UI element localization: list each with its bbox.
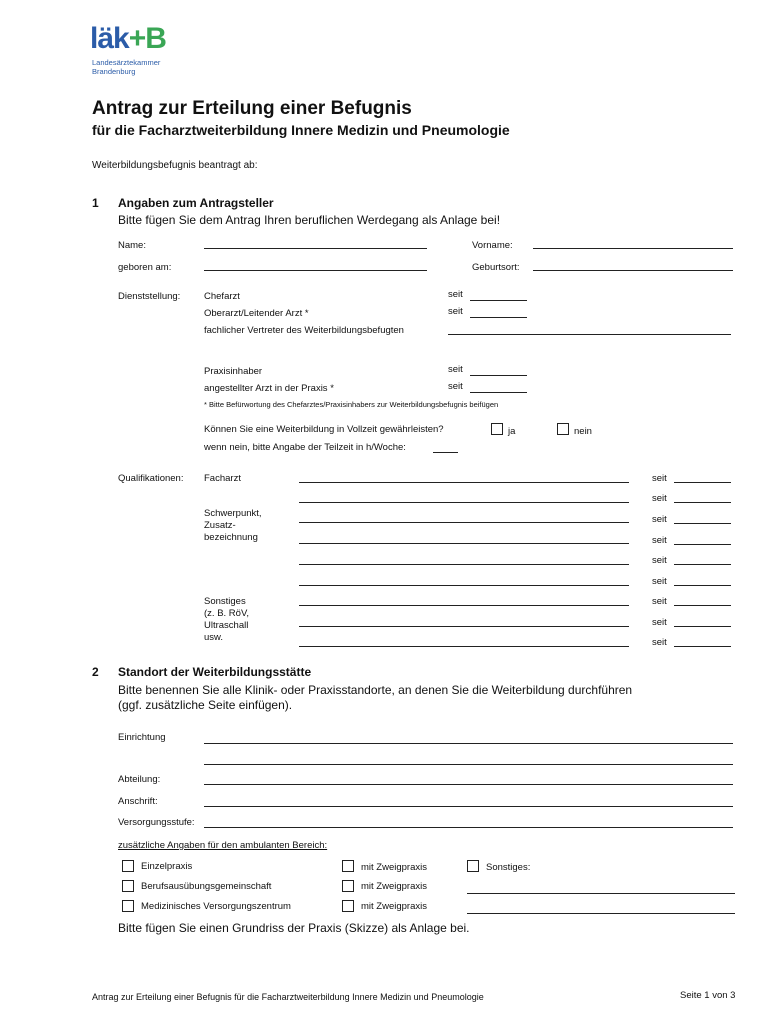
geboren-field[interactable]: [204, 270, 427, 271]
footnote: * Bitte Befürwortung des Chefarztes/Praxisinhabers zur Weiterbildungsbefugnis beifügen: [204, 400, 499, 409]
seit-label: seit: [652, 514, 667, 525]
schwerpunkt-label-3: bezeichnung: [204, 532, 258, 543]
sonstiges-ambulant-label: Sonstiges:: [486, 862, 531, 873]
section1-number: 1: [92, 196, 99, 210]
einrichtung-field[interactable]: [204, 743, 733, 744]
vollzeit-question: Können Sie eine Weiterbildung in Vollzeit gewährleisten?: [204, 424, 444, 435]
seit-label: seit: [652, 617, 667, 628]
grundriss-note: Bitte fügen Sie einen Grundriss der Praxis (Skizze) als Anlage bei.: [118, 921, 470, 935]
name-field[interactable]: [204, 248, 427, 249]
sonstiges-label-3: Ultraschall: [204, 620, 249, 631]
ja-label: ja: [508, 426, 516, 437]
facharzt-label: Facharzt: [204, 473, 241, 484]
seit-label: seit: [448, 381, 463, 392]
section2-heading: Standort der Weiterbildungsstätte: [118, 665, 312, 679]
teilzeit-field[interactable]: [433, 452, 458, 453]
zweigpraxis-checkbox-1[interactable]: [342, 860, 354, 872]
qualifikation-seit-field[interactable]: [674, 605, 731, 606]
anschrift-field[interactable]: [204, 806, 733, 807]
anschrift-label: Anschrift:: [118, 796, 158, 807]
zweigpraxis-checkbox-2[interactable]: [342, 880, 354, 892]
angestellter-label: angestellter Arzt in der Praxis *: [204, 383, 334, 394]
logo-wordmark: läk: [90, 22, 129, 55]
page-subtitle: für die Facharztweiterbildung Innere Medizin und Pneumologie: [92, 122, 510, 138]
sonstiges-label-4: usw.: [204, 632, 224, 643]
logo: [90, 22, 166, 56]
nein-checkbox[interactable]: [557, 423, 569, 435]
berufsaus-label: Berufsausübungsgemeinschaft: [141, 881, 272, 892]
logo-subtitle-1: Landesärztekammer: [92, 58, 161, 67]
schwerpunkt-label-1: Schwerpunkt,: [204, 508, 262, 519]
geburtsort-label: Geburtsort:: [472, 262, 520, 273]
qualifikation-field[interactable]: [299, 626, 629, 627]
logo-wordmark-b: B: [145, 22, 166, 55]
seit-label: seit: [652, 473, 667, 484]
page-title: Antrag zur Erteilung einer Befugnis: [92, 98, 412, 119]
seit-label: seit: [652, 637, 667, 648]
qualifikation-field[interactable]: [299, 646, 629, 647]
section2-instruction-1: Bitte benennen Sie alle Klinik- oder Praxisstandorte, an denen Sie die Weiterbildung durchführen: [118, 683, 633, 697]
versorgungsstufe-label: Versorgungsstufe:: [118, 817, 195, 828]
page-number: Seite 1 von 3: [680, 990, 736, 1001]
seit-label: seit: [448, 364, 463, 375]
oberarzt-label: Oberarzt/Leitender Arzt *: [204, 308, 309, 319]
seit-label: seit: [652, 535, 667, 546]
qualifikation-field[interactable]: [299, 564, 629, 565]
sonstiges-label-1: Sonstiges: [204, 596, 246, 607]
qualifikation-field[interactable]: [299, 585, 629, 586]
qualifikation-field[interactable]: [299, 522, 629, 523]
qualifikation-field[interactable]: [299, 482, 629, 483]
qualifikation-field[interactable]: [299, 605, 629, 606]
logo-subtitle-2: Brandenburg: [92, 67, 136, 76]
vorname-label: Vorname:: [472, 240, 513, 251]
einzelpraxis-label: Einzelpraxis: [141, 861, 193, 872]
chefarzt-label: Chefarzt: [204, 291, 240, 302]
section2-instruction-2: (ggf. zusätzliche Seite einfügen).: [118, 698, 293, 712]
mvz-label: Medizinisches Versorgungszentrum: [141, 901, 291, 912]
logo-plus-icon: +: [128, 22, 146, 55]
qualifikation-seit-field[interactable]: [674, 523, 731, 524]
footer-title: Antrag zur Erteilung einer Befugnis für die Facharztweiterbildung Innere Medizin und Pneumologie: [92, 992, 484, 1002]
ambulant-heading: zusätzliche Angaben für den ambulanten Bereich:: [118, 840, 328, 851]
sonstiges-checkbox[interactable]: [467, 860, 479, 872]
sonstiges-field-2[interactable]: [467, 913, 735, 914]
section2-number: 2: [92, 665, 99, 679]
berufsaus-checkbox[interactable]: [122, 880, 134, 892]
nein-label: nein: [574, 426, 592, 437]
ja-checkbox[interactable]: [491, 423, 503, 435]
vertreter-field[interactable]: [448, 334, 731, 335]
seit-label: seit: [652, 596, 667, 607]
geburtsort-field[interactable]: [533, 270, 733, 271]
abteilung-field[interactable]: [204, 784, 733, 785]
zweigpraxis-label-1: mit Zweigpraxis: [361, 862, 427, 873]
qualifikation-seit-field[interactable]: [674, 585, 731, 586]
einrichtung-field-2[interactable]: [204, 764, 733, 765]
dienststellung-label: Dienststellung:: [118, 291, 181, 302]
versorgungsstufe-field[interactable]: [204, 827, 733, 828]
sonstiges-label-2: (z. B. RöV,: [204, 608, 250, 619]
geboren-label: geboren am:: [118, 262, 172, 273]
qualifikation-seit-field[interactable]: [674, 482, 731, 483]
oberarzt-seit-field[interactable]: [470, 317, 527, 318]
zweigpraxis-label-3: mit Zweigpraxis: [361, 901, 427, 912]
mvz-checkbox[interactable]: [122, 900, 134, 912]
vorname-field[interactable]: [533, 248, 733, 249]
section1-heading: Angaben zum Antragsteller: [118, 196, 274, 210]
qualifikation-seit-field[interactable]: [674, 544, 731, 545]
qualifikation-seit-field[interactable]: [674, 502, 731, 503]
seit-label: seit: [448, 289, 463, 300]
seit-label: seit: [652, 576, 667, 587]
qualifikation-field[interactable]: [299, 502, 629, 503]
zweigpraxis-checkbox-3[interactable]: [342, 900, 354, 912]
vertreter-label: fachlicher Vertreter des Weiterbildungsbefugten: [204, 325, 404, 336]
seit-label: seit: [652, 555, 667, 566]
chefarzt-seit-field[interactable]: [470, 300, 527, 301]
zweigpraxis-label-2: mit Zweigpraxis: [361, 881, 427, 892]
einrichtung-label: Einrichtung: [118, 732, 166, 743]
abteilung-label: Abteilung:: [118, 774, 161, 785]
qualifikation-seit-field[interactable]: [674, 564, 731, 565]
angestellter-seit-field[interactable]: [470, 392, 527, 393]
seit-label: seit: [448, 306, 463, 317]
qualifikation-field[interactable]: [299, 543, 629, 544]
qualifikationen-label: Qualifikationen:: [118, 473, 184, 484]
praxisinhaber-seit-field[interactable]: [470, 375, 527, 376]
praxisinhaber-label: Praxisinhaber: [204, 366, 263, 377]
sonstiges-field-1[interactable]: [467, 893, 735, 894]
seit-label: seit: [652, 493, 667, 504]
name-label: Name:: [118, 240, 146, 251]
teilzeit-label: wenn nein, bitte Angabe der Teilzeit in h/Woche:: [204, 442, 406, 453]
qualifikation-seit-field[interactable]: [674, 626, 731, 627]
einzelpraxis-checkbox[interactable]: [122, 860, 134, 872]
qualifikation-seit-field[interactable]: [674, 646, 731, 647]
requested-from-label: Weiterbildungsbefugnis beantragt ab:: [92, 160, 258, 171]
section1-instruction: Bitte fügen Sie dem Antrag Ihren beruflichen Werdegang als Anlage bei!: [118, 213, 501, 227]
schwerpunkt-label-2: Zusatz-: [204, 520, 236, 531]
